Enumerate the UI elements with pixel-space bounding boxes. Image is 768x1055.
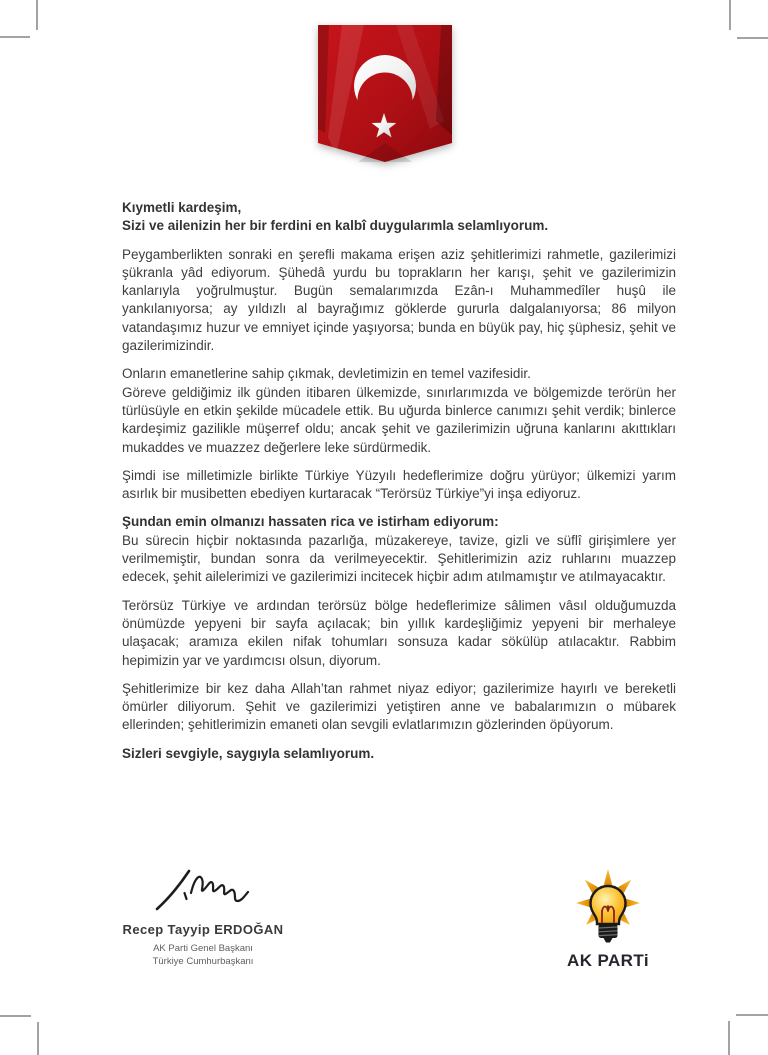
signature-block: [118, 860, 288, 968]
paragraph-4-text: Bu sürecin hiçbir noktasında pazarlığa, müzakereye, tavize, gizli ve süflî girişimlere yer verilmemiştir, bundan sonra da verilmeyecektir. Şehitlerimizin aziz ruhlarını muazzep edecek, şehit ailelerimizi ve gazilerimizi incitecek hiçbir adım atılmamıştır ve atılmayacaktır.: [122, 532, 676, 585]
crop-mark-bottom-left-v: [37, 1022, 39, 1055]
crop-mark-top-left-h: [0, 36, 30, 38]
signatory-title-2: Türkiye Cumhurbaşkanı: [152, 956, 254, 967]
crop-mark-top-left-v: [36, 0, 38, 30]
crescent-icon: [354, 55, 416, 117]
crop-mark-bottom-left-h: [0, 1015, 31, 1017]
greeting: [122, 199, 676, 236]
paragraph-3: Şimdi ise milletimizle birlikte Türkiye Yüzyılı hedeflerimize doğru yürüyor; ülkemizi yarım asırlık bir musibetten ebediyen kurtaracak “Terörsüz Türkiye”yi inşa ediyoruz.: [122, 467, 676, 502]
crop-mark-top-right-h: [737, 37, 768, 39]
bulb-glass: [591, 886, 626, 924]
handwritten-signature-icon: [151, 860, 255, 918]
paragraph-1: Peygamberlikten sonraki en şerefli makama erişen aziz şehitlerimizi rahmetle, gazilerimizi şükranla yâd ediyorum. Şühedâ yurdu bu toprakların her karışı, şehit ve gazilerimizin kanlarıyla yoğrulmuştur. Bugün semalarımızda Ezân-ı Muhammedîler huşû ile yankılanıyorsa; ay yıldızlı al bayrağımız göklerde gururla dalgalanıyorsa; 86 milyon vatandaşımız huzur ve emniyet içinde yaşıyorsa; bunda en büyük pay, hiç şüphesiz, şehit ve gazilerimizindir.: [122, 246, 676, 354]
signatory-titles: [118, 942, 288, 968]
crop-mark-bottom-right-h: [736, 1014, 768, 1016]
bulb-base: [599, 924, 618, 943]
logo-wordmark: AK PARTi: [567, 951, 649, 970]
greeting-line-2: Sizi ve ailenizin her bir ferdini en kalbî duygularımla selamlıyorum.: [122, 218, 549, 234]
greeting-line-1: Kıymetli kardeşim,: [122, 200, 242, 215]
turkish-flag-banner-icon: [318, 25, 452, 165]
crop-mark-top-right-v: [729, 0, 731, 30]
paragraph-2-line-1: Onların emanetlerine sahip çıkmak, devletimizin en temel vazifesidir.: [122, 366, 531, 382]
paragraph-6: Şehitlerimize bir kez daha Allah’tan rahmet niyaz ediyor; gazilerimize hayırlı ve bereketli ömürler diliyorum. Şehit ve gazilerimizi yetiştiren anne ve babalarımızın o mübarek ellerinden; şehitlerimizin emaneti olan sevgili evlatlarımızın gözlerinden öpüyorum.: [122, 680, 676, 733]
paragraph-5: Terörsüz Türkiye ve ardından terörsüz bölge hedeflerimize sâlimen vâsıl olduğumuzda önümüzde yepyeni bir sayfa açılacak; bin yıllık kardeşliğimiz yepyeni bir merhaleye ulaşacak; aramıza ekilen nifak tohumları sonsuza kadar sökülüp atılacaktır. Rabbim hepimizin yar ve yardımcısı olsun, diyorum.: [122, 597, 676, 668]
signatory-title-1: AK Parti Genel Başkanı: [153, 943, 253, 954]
closing-line: Sizleri sevgiyle, saygıyla selamlıyorum.: [122, 745, 375, 761]
lightbulb-icon: [562, 863, 654, 951]
letter-body: [122, 199, 676, 773]
paragraph-2-rest: Göreve geldiğimiz ilk günden itibaren ülkemizde, sınırlarımızda ve bölgemizde terörün her türlüsüyle en etkin şekilde mücadele ettik. Bu uğurda binlerce canımızı şehit verdik; binlerce kardeşimiz gazilikle müşerref oldu; ancak şehit ve gazilerimizin uğruna kanlarını akıttıkları mukaddes ve muazzez değerlere leke sürdürmedik.: [122, 384, 676, 455]
signatory-name: Recep Tayyip ERDOĞAN: [122, 922, 284, 937]
paragraph-2: [122, 365, 676, 456]
crop-mark-bottom-right-v: [728, 1021, 730, 1055]
ak-parti-logo: [556, 863, 660, 971]
paragraph-4-lead: Şundan emin olmanızı hassaten rica ve istirham ediyorum:: [122, 514, 499, 530]
paragraph-4: [122, 513, 676, 586]
